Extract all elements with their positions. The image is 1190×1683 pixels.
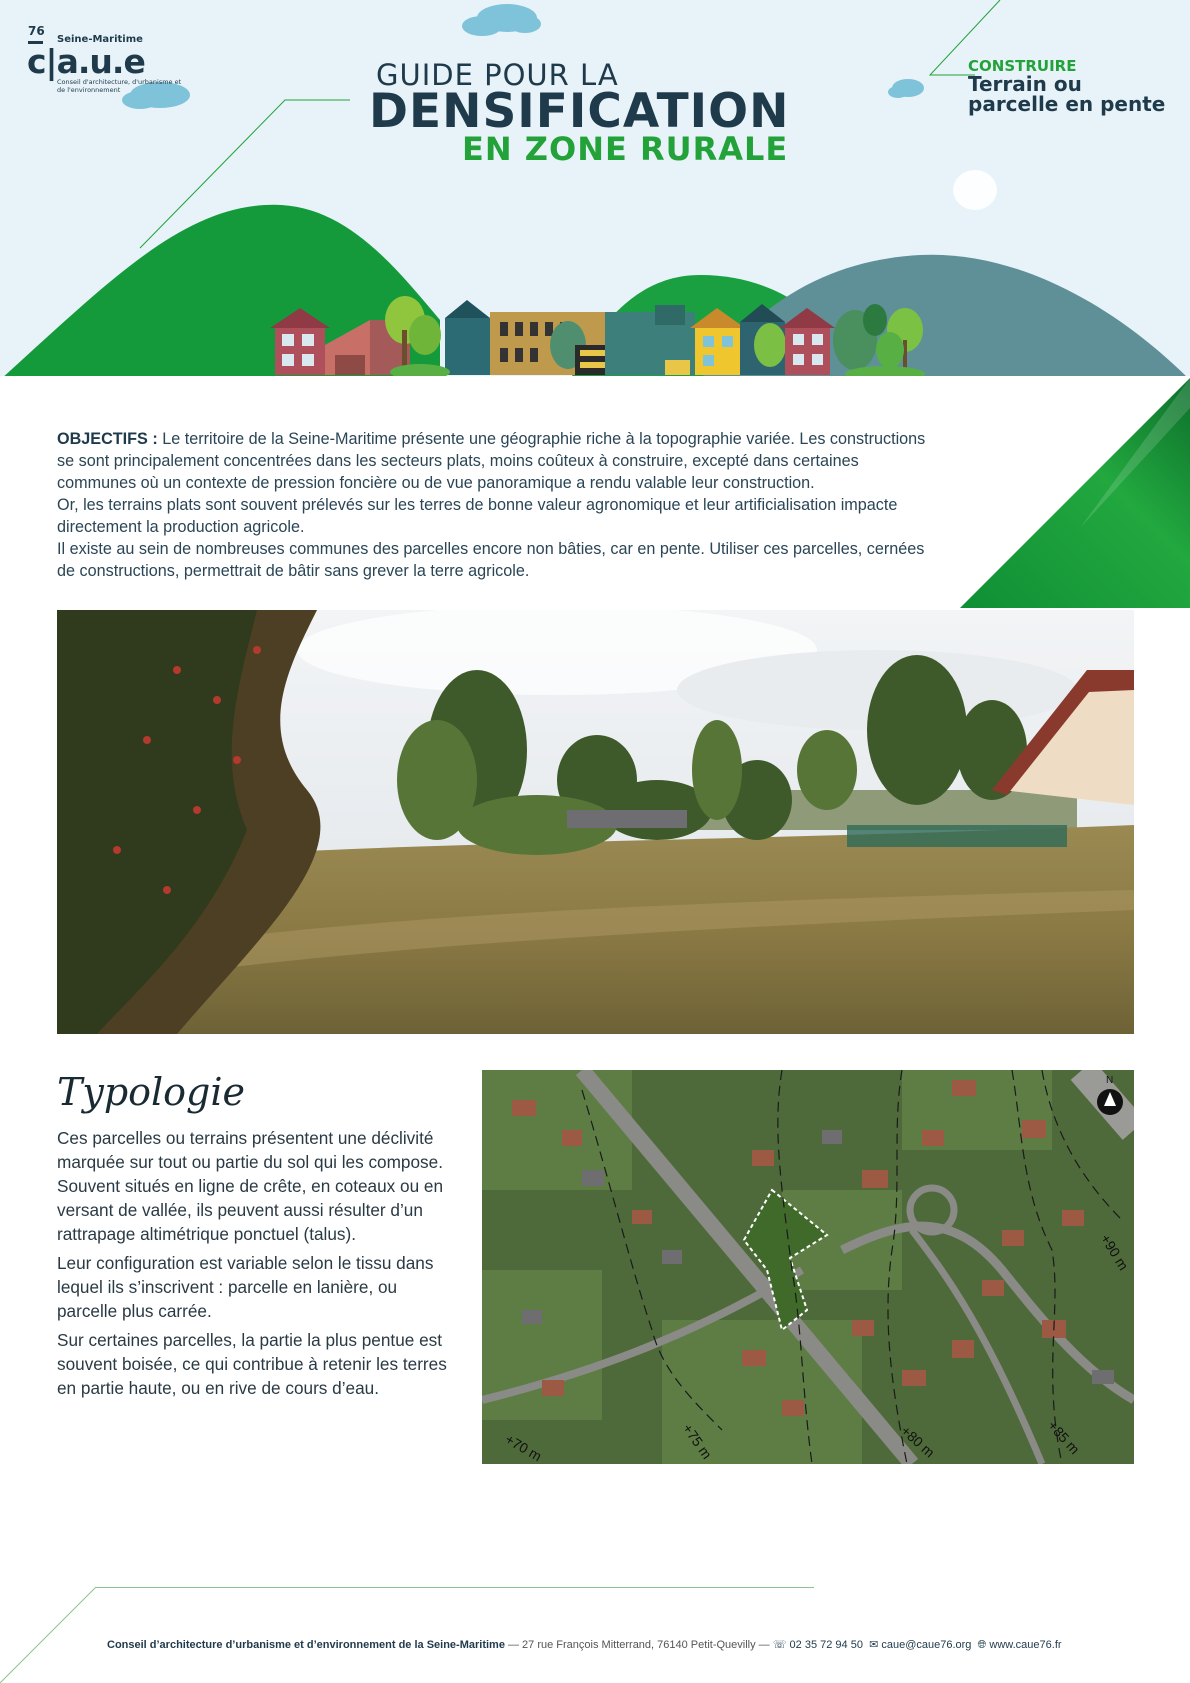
logo-number: 76 bbox=[28, 24, 45, 38]
footer-divider bbox=[96, 1587, 814, 1588]
footer-line-decoration bbox=[0, 1585, 100, 1683]
section-label: CONSTRUIRE bbox=[968, 57, 1077, 75]
contour-label-90: +90 m bbox=[1097, 1231, 1132, 1273]
objectives-lead: OBJECTIFS : bbox=[57, 430, 158, 448]
section-title: Terrain ou parcelle en pente bbox=[968, 72, 1166, 116]
contour-label-85: +85 m bbox=[1044, 1417, 1083, 1458]
footer-address: — 27 rue François Mitterrand, 76140 Petit-Quevilly — bbox=[504, 1639, 773, 1651]
header-banner bbox=[0, 0, 1190, 380]
objectives-paragraph-2: Or, les terrains plats sont souvent prélevés sur les terres de bonne valeur agronomique et leur artificialisation impacte directement la production agricole. bbox=[57, 496, 898, 536]
typology-title: Typologie bbox=[57, 1070, 246, 1114]
logo-description: Conseil d'architecture, d'urbanisme et de l'environnement bbox=[57, 78, 182, 94]
sloped-plot-photo bbox=[57, 610, 1134, 1034]
contour-label-70: +70 m bbox=[502, 1430, 545, 1464]
typology-paragraph-3: Sur certaines parcelles, la partie la plus pentue est souvent boisée, ce qui contribue à retenir les terres en partie haute, ou en rive de cours d’eau. bbox=[57, 1330, 447, 1398]
contour-label-75: +75 m bbox=[679, 1420, 716, 1462]
objectives-block bbox=[57, 428, 935, 582]
aerial-map bbox=[482, 1070, 1134, 1464]
typology-paragraph-2: Leur configuration est variable selon le tissu dans lequel ils s’inscrivent : parcelle en lanière, ou parcelle plus carrée. bbox=[57, 1253, 434, 1321]
footer-organization: Conseil d’architecture d’urbanisme et d’environnement de la Seine-Maritime bbox=[107, 1639, 505, 1651]
north-label: N bbox=[1106, 1075, 1114, 1086]
footer-website[interactable]: 🌐︎ www.caue76.fr bbox=[977, 1639, 1062, 1651]
objectives-paragraph-3: Il existe au sein de nombreuses communes des parcelles encore non bâties, car en pente. Utiliser ces parcelles, cernées de constructions, permettrait de bâtir sans grever la terre agricole. bbox=[57, 540, 925, 580]
green-corner-decoration bbox=[960, 378, 1190, 608]
footer-phone: ☏ 02 35 72 94 50 bbox=[772, 1639, 863, 1651]
objectives-paragraph-1 bbox=[57, 428, 935, 494]
footer bbox=[107, 1638, 1062, 1652]
contour-label-80: +80 m bbox=[897, 1422, 938, 1461]
guide-title-line3: EN ZONE RURALE bbox=[462, 130, 789, 168]
footer-email[interactable]: ✉ caue@caue76.org bbox=[869, 1639, 972, 1651]
typology-text bbox=[57, 1126, 447, 1405]
logo-region: Seine-Maritime bbox=[57, 34, 143, 45]
typology-paragraph-1: Ces parcelles ou terrains présentent une déclivité marquée sur tout ou partie du sol qui les compose. Souvent situés en ligne de crête, en coteaux ou en versant de vallée, ils peuvent aussi résulter d’un rattrapage altimétrique ponctuel (talus). bbox=[57, 1128, 444, 1244]
guide-title-line1: GUIDE POUR LA bbox=[376, 58, 619, 92]
objectives-text-1: Le territoire de la Seine-Maritime présente une géographie riche à la topographie variée. Les constructions se sont principalement concentrées dans les secteurs plats, moins coûteux à construire, excepté dans certaines communes où un contexte de pression foncière ou de vue panoramique a rendu valable leur construction. bbox=[57, 430, 926, 492]
caue-logo: c|a.u.e bbox=[27, 42, 145, 81]
guide-title-line2: DENSIFICATION bbox=[369, 84, 790, 139]
